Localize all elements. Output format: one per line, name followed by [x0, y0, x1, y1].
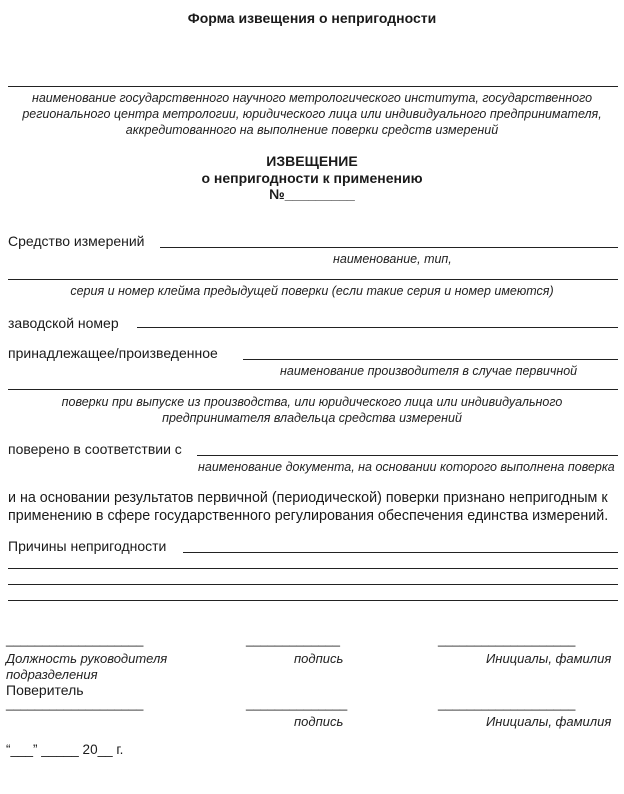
owner-hint-2: поверки при выпуске из производства, или юридического лица или индивидуального	[61, 395, 563, 409]
organization-hint-2: регионального центра метрологии, юридического лица или индивидуального предпринимателя,	[22, 107, 602, 121]
reasons-line-1[interactable]	[183, 552, 618, 553]
verifier-signature-line[interactable]: ___________________	[6, 696, 144, 711]
verified-line[interactable]	[197, 455, 618, 456]
reasons-label: Причины непригодности	[8, 538, 167, 554]
initials-caption-2: Инициалы, фамилия	[486, 714, 612, 729]
date-field[interactable]: “___” _____ 20__ г.	[6, 742, 124, 757]
initials-line-2[interactable]: ___________________	[438, 696, 576, 711]
initials-caption-1: Инициалы, фамилия	[486, 651, 612, 666]
owner-line[interactable]	[243, 359, 618, 360]
owner-hint-3: предпринимателя владельца средства измерений	[162, 411, 462, 425]
verifier-label: Поверитель	[6, 682, 84, 698]
signature-caption-2: подпись	[294, 714, 344, 729]
owner-label: принадлежащее/произведенное	[8, 345, 218, 361]
verified-hint: наименование документа, на основании которого выполнена поверка	[198, 460, 615, 474]
reasons-line-2[interactable]	[8, 568, 618, 569]
signature-caption-1: подпись	[294, 651, 344, 666]
form-title: Форма извещения о непригодности	[187, 10, 437, 26]
reasons-line-4[interactable]	[8, 600, 618, 601]
verified-label: поверено в соответствии с	[8, 441, 182, 457]
serial-line[interactable]	[137, 327, 618, 328]
signature-line-2[interactable]: ______________	[246, 696, 348, 711]
position-signature-line[interactable]: ___________________	[6, 632, 144, 647]
instrument-hint: наименование, тип,	[333, 252, 452, 266]
conclusion-line-2: применению в сфере государственного регулирования обеспечения единства измерений.	[8, 508, 609, 524]
organization-hint-1: наименование государственного научного метрологического института, государственного	[31, 91, 593, 105]
notice-subheading: о непригодности к применению	[201, 170, 423, 186]
owner-hint-1: наименование производителя в случае первичной	[280, 364, 578, 378]
reasons-line-3[interactable]	[8, 584, 618, 585]
series-hint: серия и номер клейма предыдущей поверки (если такие серия и номер имеются)	[70, 284, 554, 298]
instrument-series-line[interactable]	[8, 279, 618, 280]
initials-line-1[interactable]: ___________________	[438, 632, 576, 647]
notice-heading: ИЗВЕЩЕНИЕ	[266, 153, 358, 169]
conclusion-line-1: и на основании результатов первичной (периодической) поверки признано непригодным к	[8, 490, 608, 506]
owner-line-2[interactable]	[8, 389, 618, 390]
position-caption-2: подразделения	[6, 667, 98, 682]
signature-line-1[interactable]: _____________	[246, 632, 340, 647]
organization-hint-3: аккредитованного на выполнение поверки средств измерений	[125, 123, 499, 137]
serial-label: заводской номер	[8, 315, 119, 331]
position-caption-1: Должность руководителя	[6, 651, 168, 666]
instrument-line[interactable]	[160, 247, 618, 248]
instrument-label: Средство измерений	[8, 233, 145, 249]
notice-number[interactable]: №_________	[269, 186, 355, 202]
organization-line[interactable]	[8, 86, 618, 87]
